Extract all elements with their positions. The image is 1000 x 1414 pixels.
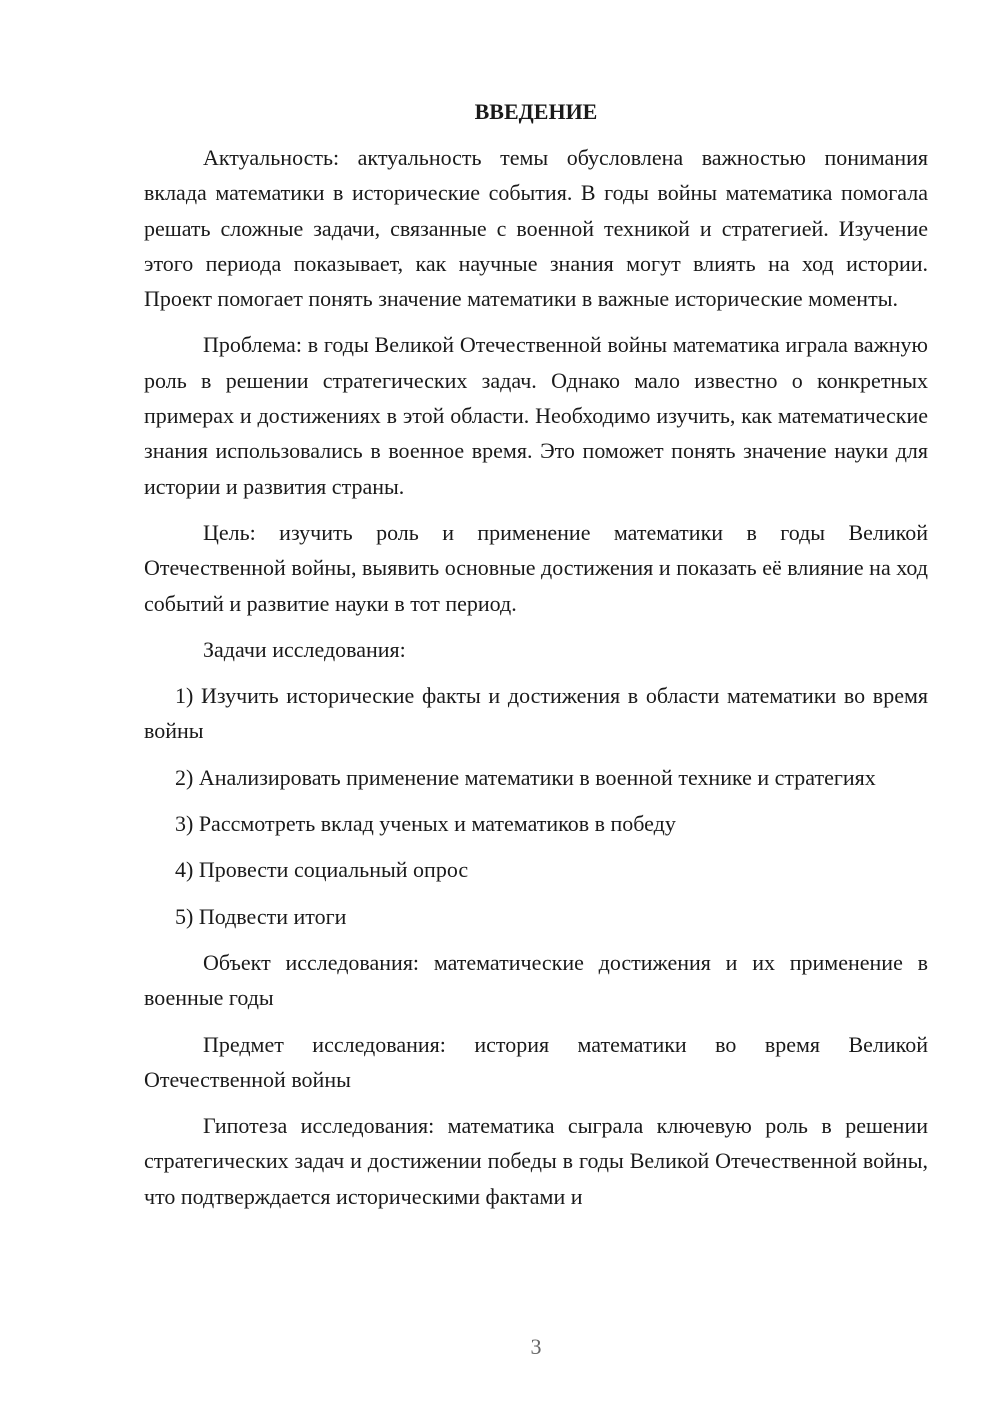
paragraph-relevance: Актуальность: актуальность темы обусловлена важностью понимания вклада математики в исторические события. В годы войны математика помогала решать сложные задачи, связанные с военной техникой и стратегией. Изучение этого периода показывает, как научные знания могут влиять на ход истории. Проект помогает понять значение математики в важные исторические моменты. — [144, 145, 928, 312]
paragraph-hypothesis: Гипотеза исследования: математика сыграла ключевую роль в решении стратегических задач и достижении победы в годы Великой Отечественной войны, что подтверждается историческими фактами и — [144, 1113, 928, 1209]
task-item-4: 4) Провести социальный опрос — [175, 857, 469, 883]
paragraph-subject: Предмет исследования: история математики во время Великой Отечественной войны — [144, 1031, 928, 1092]
task-item-2: 2) Анализировать применение математики в военной технике и стратегиях — [175, 764, 876, 790]
paragraph-object: Объект исследования: математические достижения и их применение в военные годы — [144, 949, 928, 1011]
paragraph-problem: Проблема: в годы Великой Отечественной войны математика играла важную роль в решении стратегических задач. Однако мало известно о конкретных примерах и достижениях в этой области. Необходимо изучить, как математические знания использовались в военное время. Это поможет понять значение науки для истории и развития страны. — [144, 332, 928, 499]
page-title: ВВЕДЕНИЕ — [474, 99, 598, 124]
task-item-1: 1) Изучить исторические факты и достижения в области математики во время войны — [144, 683, 928, 744]
task-item-3: 3) Рассмотреть вклад ученых и математиков в победу — [175, 811, 676, 837]
paragraph-tasks-heading: Задачи исследования: — [203, 636, 406, 662]
document-page — [144, 94, 928, 1214]
paragraph-goal: Цель: изучить роль и применение математики в годы Великой Отечественной войны, выявить основные достижения и показать её влияние на ход событий и развитие науки в тот период. — [144, 519, 928, 616]
task-item-5: 5) Подвести итоги — [175, 903, 347, 929]
page-number: 3 — [530, 1334, 542, 1359]
